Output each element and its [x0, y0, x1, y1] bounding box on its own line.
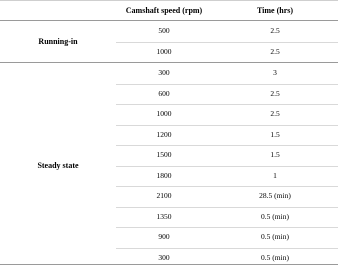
- group-steady-state: [0, 62, 338, 268]
- group-running-in: [0, 21, 338, 62]
- table-row: [0, 125, 338, 146]
- table-row: [0, 207, 338, 228]
- table-row: [0, 166, 338, 187]
- speed-cell: 300: [116, 63, 212, 84]
- header-camshaft-speed: Camshaft speed (rpm): [116, 1, 212, 21]
- time-cell: 0.5 (min): [212, 248, 338, 268]
- speed-cell: 2100: [116, 186, 212, 207]
- time-cell: 2.5: [212, 104, 338, 125]
- speed-cell: 1000: [116, 42, 212, 63]
- table-row: [0, 145, 338, 166]
- speed-cell: 1500: [116, 145, 212, 166]
- time-cell: 0.5 (min): [212, 207, 338, 228]
- time-cell: 3: [212, 63, 338, 84]
- table-row: [0, 186, 338, 207]
- table-row: [0, 63, 338, 84]
- header-time: Time (hrs): [212, 1, 338, 21]
- speed-cell: 1350: [116, 207, 212, 228]
- table-row: [0, 227, 338, 248]
- group-label: Steady state: [0, 63, 116, 268]
- table-row: [0, 21, 338, 42]
- speed-cell: 500: [116, 21, 212, 42]
- time-cell: 1: [212, 166, 338, 187]
- time-cell: 28.5 (min): [212, 186, 338, 207]
- speed-cell: 300: [116, 248, 212, 268]
- speed-cell: 1000: [116, 104, 212, 125]
- time-cell: 0.5 (min): [212, 227, 338, 248]
- table-row: [0, 42, 338, 63]
- speed-cell: 900: [116, 227, 212, 248]
- table-header-row: [0, 0, 338, 21]
- speed-cell: 1800: [116, 166, 212, 187]
- time-cell: 1.5: [212, 125, 338, 146]
- group-label: Running-in: [0, 21, 116, 62]
- header-group: [0, 1, 116, 21]
- time-cell: 2.5: [212, 42, 338, 63]
- speed-cell: 600: [116, 84, 212, 105]
- time-cell: 2.5: [212, 21, 338, 42]
- table-row: [0, 84, 338, 105]
- speed-cell: 1200: [116, 125, 212, 146]
- time-cell: 1.5: [212, 145, 338, 166]
- table-row: [0, 104, 338, 125]
- time-cell: 2.5: [212, 84, 338, 105]
- table-bottom-rule: [0, 264, 338, 265]
